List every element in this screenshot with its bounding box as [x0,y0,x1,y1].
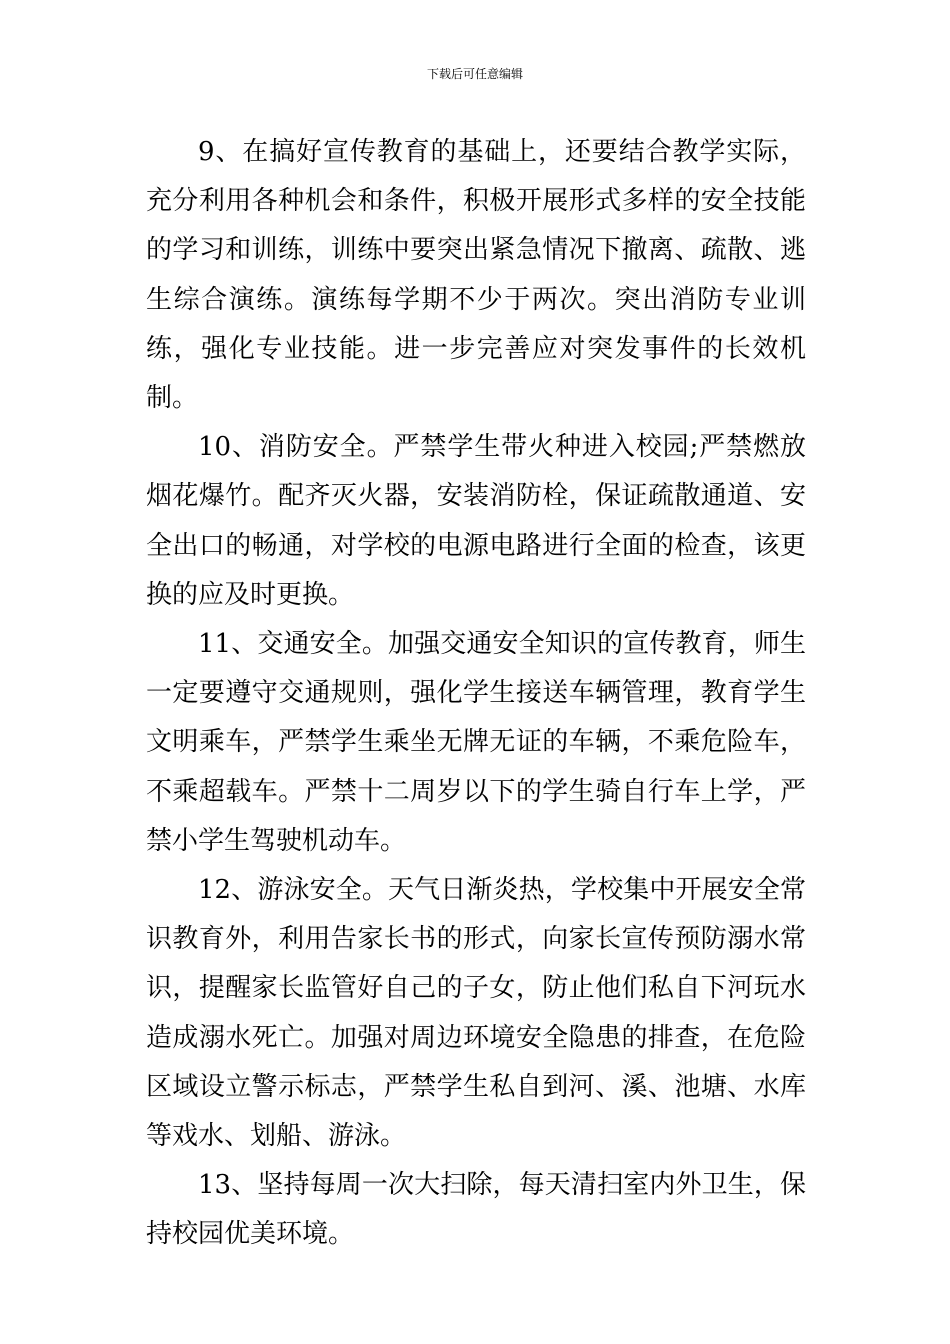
page-header: 下载后可任意编辑 [426,67,523,81]
paragraph-item-13-cleaning: 13、坚持每周一次大扫除，每天清扫室内外卫生，保持校园优美环境。 [146,1170,806,1250]
document-body [146,128,806,1260]
paragraph-item-11-traffic-safety: 11、交通安全。加强交通安全知识的宣传教育，师生一定要遵守交通规则，强化学生接送车辆管理，教育学生文明乘车，严禁学生乘坐无牌无证的车辆，不乘危险车，不乘超载车。严禁十二周岁以下的学生骑自行车上学，严禁小学生驾驶机动车。 [146,629,806,856]
paragraph-item-9: 9、在搞好宣传教育的基础上，还要结合教学实际，充分利用各种机会和条件，积极开展形式多样的安全技能的学习和训练，训练中要突出紧急情况下撤离、疏散、逃生综合演练。演练每学期不少于两次。突出消防专业训练，强化专业技能。进一步完善应对突发事件的长效机制。 [146,137,806,414]
paragraph-item-12-swimming-safety: 12、游泳安全。天气日渐炎热，学校集中开展安全常识教育外，利用告家长书的形式，向家长宣传预防溺水常识，提醒家长监管好自己的子女，防止他们私自下河玩水造成溺水死亡。加强对周边环境安全隐患的排查，在危险区域设立警示标志，严禁学生私自到河、溪、池塘、水库等戏水、划船、游泳。 [146,875,806,1152]
paragraph-item-10-fire-safety: 10、消防安全。严禁学生带火种进入校园;严禁燃放烟花爆竹。配齐灭火器，安装消防栓，保证疏散通道、安全出口的畅通，对学校的电源电路进行全面的检查，该更换的应及时更换。 [146,432,806,610]
